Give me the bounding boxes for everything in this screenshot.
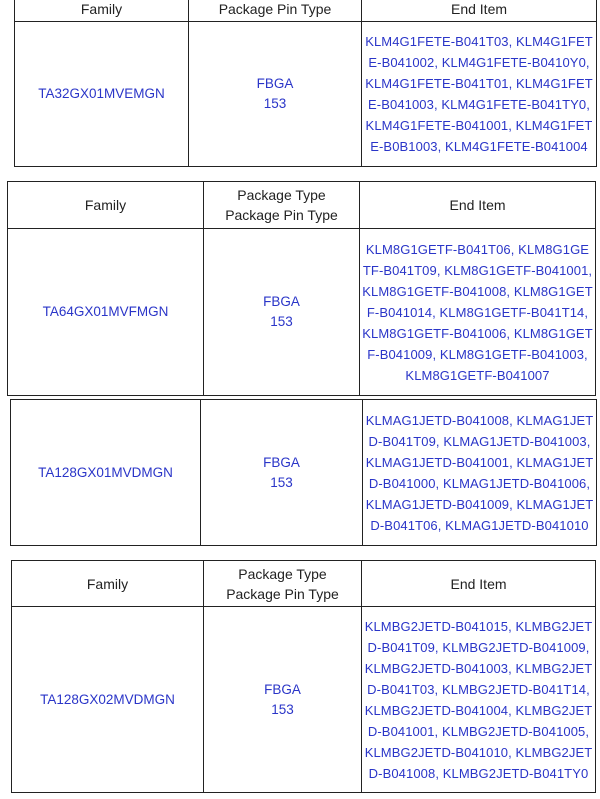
end-item-cell: KLMBG2JETD-B041015, KLMBG2JETD-B041T09, KLMBG2JETD-B041009, KLMBG2JETD-B041003, KLMBG2JETD-B041T03, KLMBG2JETD-B041T14, KLMBG2JETD-B041004, KLMBG2JETD-B041001, KLMBG2JETD-B041005, KLMBG2JETD-B041010, KLMBG2JETD-B041008, KLMBG2JETD-B041TY0 [362, 607, 596, 793]
end-item-cell: KLM8G1GETF-B041T06, KLM8G1GETF-B041T09, KLM8G1GETF-B041001, KLM8G1GETF-B041008, KLM8G1GETF-B041014, KLM8G1GETF-B041T14, KLM8G1GETF-B041006, KLM8G1GETF-B041009, KLM8G1GETF-B041003, KLM8G1GETF-B041007 [360, 229, 596, 396]
part-table-3 [10, 399, 597, 546]
package-pin-value: 153 [263, 96, 287, 111]
table-header-row [12, 561, 596, 607]
package-cell [189, 22, 362, 167]
header-end-item: End Item [362, 561, 596, 607]
package-cell [201, 400, 363, 546]
family-cell: TA128GX02MVDMGN [12, 607, 204, 793]
end-item-cell: KLMAG1JETD-B041008, KLMAG1JETD-B041T09, KLMAG1JETD-B041003, KLMAG1JETD-B041001, KLMAG1JETD-B041000, KLMAG1JETD-B041006, KLMAG1JETD-B041009, KLMAG1JETD-B041T06, KLMAG1JETD-B041010 [363, 400, 597, 546]
table-row [11, 400, 597, 546]
package-pin-value: 153 [270, 474, 293, 490]
package-type-value: FBGA [256, 76, 294, 91]
part-table-2 [7, 181, 596, 396]
package-type-value: FBGA [263, 454, 300, 470]
family-cell: TA32GX01MVEMGN [15, 22, 189, 167]
header-package-pin-type: Package Pin Type [225, 207, 338, 223]
header-end-item: End Item [362, 0, 597, 22]
header-package [204, 561, 362, 607]
header-package-type: Package Type [238, 565, 327, 582]
package-type-value: FBGA [264, 681, 301, 697]
header-package-type: Package Type [237, 187, 326, 203]
table-header-row [8, 182, 596, 229]
package-pin-value: 153 [271, 701, 294, 717]
header-package-pin-type: Package Pin Type [226, 585, 339, 602]
family-cell: TA64GX01MVFMGN [8, 229, 204, 396]
part-table-4 [11, 560, 596, 793]
header-family: Family [12, 561, 204, 607]
package-pin-value: 153 [270, 314, 293, 329]
end-item-cell: KLM4G1FETE-B041T03, KLM4G1FETE-B041002, KLM4G1FETE-B0410Y0, KLM4G1FETE-B041T01, KLM4G1FETE-B041003, KLM4G1FETE-B041TY0, KLM4G1FETE-B041001, KLM4G1FETE-B0B1003, KLM4G1FETE-B041004 [362, 22, 597, 167]
header-package-pin-type: Package Pin Type [218, 1, 332, 17]
header-family: Family [8, 182, 204, 229]
table-row [15, 22, 597, 167]
header-package [189, 0, 362, 22]
table-header-row [15, 0, 597, 22]
table-row [8, 229, 596, 396]
header-end-item: End Item [360, 182, 596, 229]
package-type-value: FBGA [263, 294, 300, 309]
header-family: Family [15, 0, 189, 22]
family-cell: TA128GX01MVDMGN [11, 400, 201, 546]
package-cell [204, 229, 360, 396]
part-table-1 [14, 0, 597, 167]
header-package [204, 182, 360, 229]
table-row [12, 607, 596, 793]
package-cell [204, 607, 362, 793]
